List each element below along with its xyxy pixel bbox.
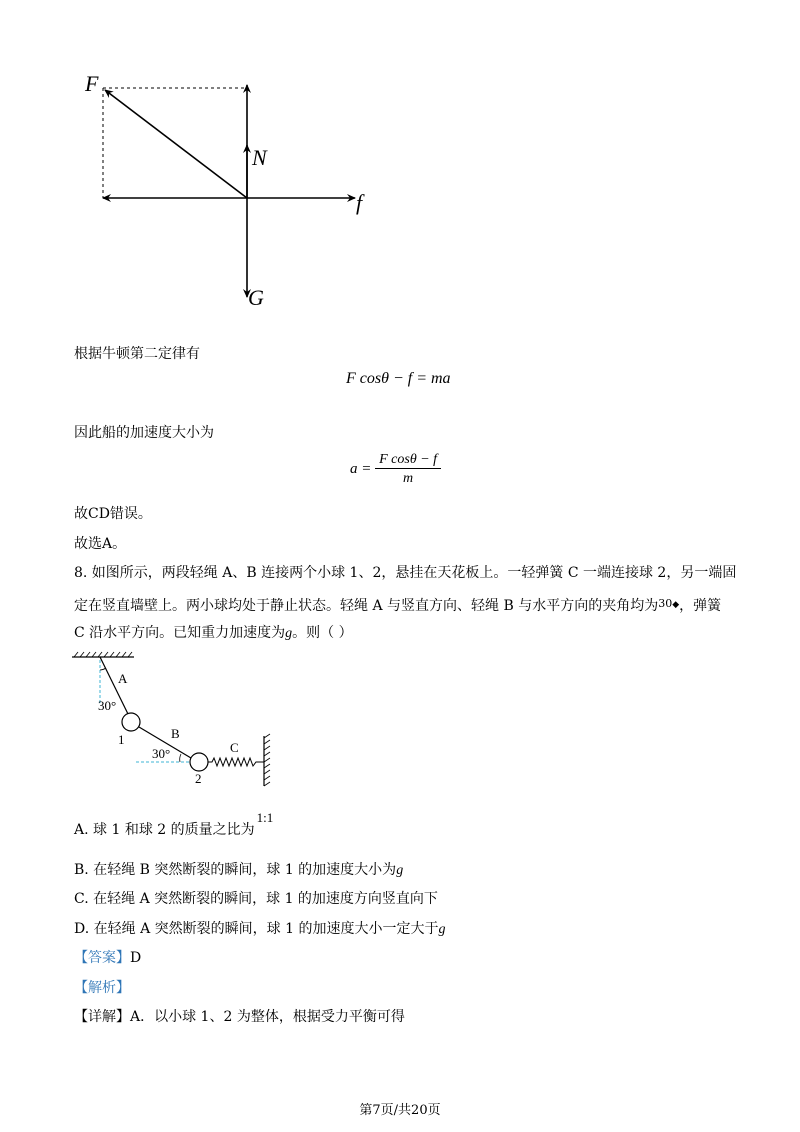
detail-line: [74, 1008, 405, 1026]
ball-2: [190, 753, 208, 771]
wall-hatch: [264, 734, 270, 786]
q8-line3: [74, 624, 353, 643]
accel-intro: 因此船的加速度大小为: [74, 425, 214, 441]
option-c: C. 在轻绳 A 突然断裂的瞬间，球 1 的加速度方向竖直向下: [74, 891, 438, 907]
option-b: [74, 861, 403, 880]
eq2-numerator: F cosθ − f: [375, 452, 441, 469]
label-f: f: [356, 190, 363, 215]
cd-wrong: 故CD错误。: [74, 506, 152, 522]
label-ball-2: 2: [195, 771, 202, 786]
option-a-text: A. 球 1 和球 2 的质量之比为: [74, 822, 255, 838]
answer-tag: 【答案】: [74, 950, 130, 966]
option-b-g: g: [396, 863, 404, 878]
ceiling-hatch: [74, 652, 132, 657]
q8-line2: [74, 595, 721, 615]
label-rope-A: A: [118, 671, 128, 686]
analysis-tag: 【解析】: [74, 980, 130, 996]
page-footer: 第7页/共20页: [359, 1103, 441, 1118]
option-a-ratio: 1:1: [256, 810, 274, 825]
option-d-text: D. 在轻绳 A 突然断裂的瞬间，球 1 的加速度大小一定大于: [74, 921, 439, 937]
label-G: G: [248, 285, 264, 310]
label-spring-C: C: [230, 740, 239, 755]
q8-line3-text: C 沿水平方向。已知重力加速度为: [74, 625, 286, 641]
option-b-text: B. 在轻绳 B 突然断裂的瞬间，球 1 的加速度大小为: [74, 862, 397, 878]
eq2-denominator: m: [403, 471, 414, 486]
label-N: N: [252, 145, 267, 170]
ball-1: [122, 713, 140, 731]
q8-angle: 30◆: [658, 597, 680, 610]
q8-line2-tail: ，弹簧: [679, 598, 722, 614]
newton-intro: 根据牛顿第二定律有: [74, 346, 200, 362]
label-ball-1: 1: [118, 732, 125, 747]
option-a: [74, 810, 274, 839]
choose-a: 故选A。: [74, 536, 127, 552]
spring-C: [208, 758, 264, 766]
detail-text: A．以小球 1、2 为整体，根据受力平衡可得: [130, 1009, 405, 1025]
label-rope-B: B: [171, 726, 180, 741]
rope-spring-figure: [68, 650, 283, 790]
label-F: F: [85, 71, 99, 96]
force-diagram: [70, 65, 380, 315]
q8-line2-text: 定在竖直墙壁上。两小球均处于静止状态。轻绳 A 与竖直方向、轻绳 B 与水平方向的夹角均为: [74, 598, 659, 614]
answer-line: [74, 949, 141, 967]
label-angle-2: 30°: [152, 746, 171, 761]
option-d-g: g: [438, 922, 446, 937]
equation-1: F cosθ − f = ma: [346, 370, 451, 387]
q8-line1: 8. 如图所示，两段轻绳 A、B 连接两个小球 1、2，悬挂在天花板上。一轻弹簧 C 一端连接球 2，另一端固: [74, 565, 737, 581]
label-angle-1: 30°: [98, 698, 117, 713]
detail-tag: 【详解】: [74, 1009, 130, 1025]
q8-line3-tail: 。则（ ）: [292, 625, 353, 641]
q8-g: g: [285, 626, 293, 641]
answer-value: D: [130, 950, 142, 966]
eq2-lhs: a =: [350, 461, 372, 477]
equation-2: [350, 452, 441, 487]
eq2-fraction: [375, 452, 441, 487]
angle-arc-bottom: [180, 754, 181, 762]
option-d: [74, 920, 445, 939]
force-F-arrow: [105, 90, 247, 198]
